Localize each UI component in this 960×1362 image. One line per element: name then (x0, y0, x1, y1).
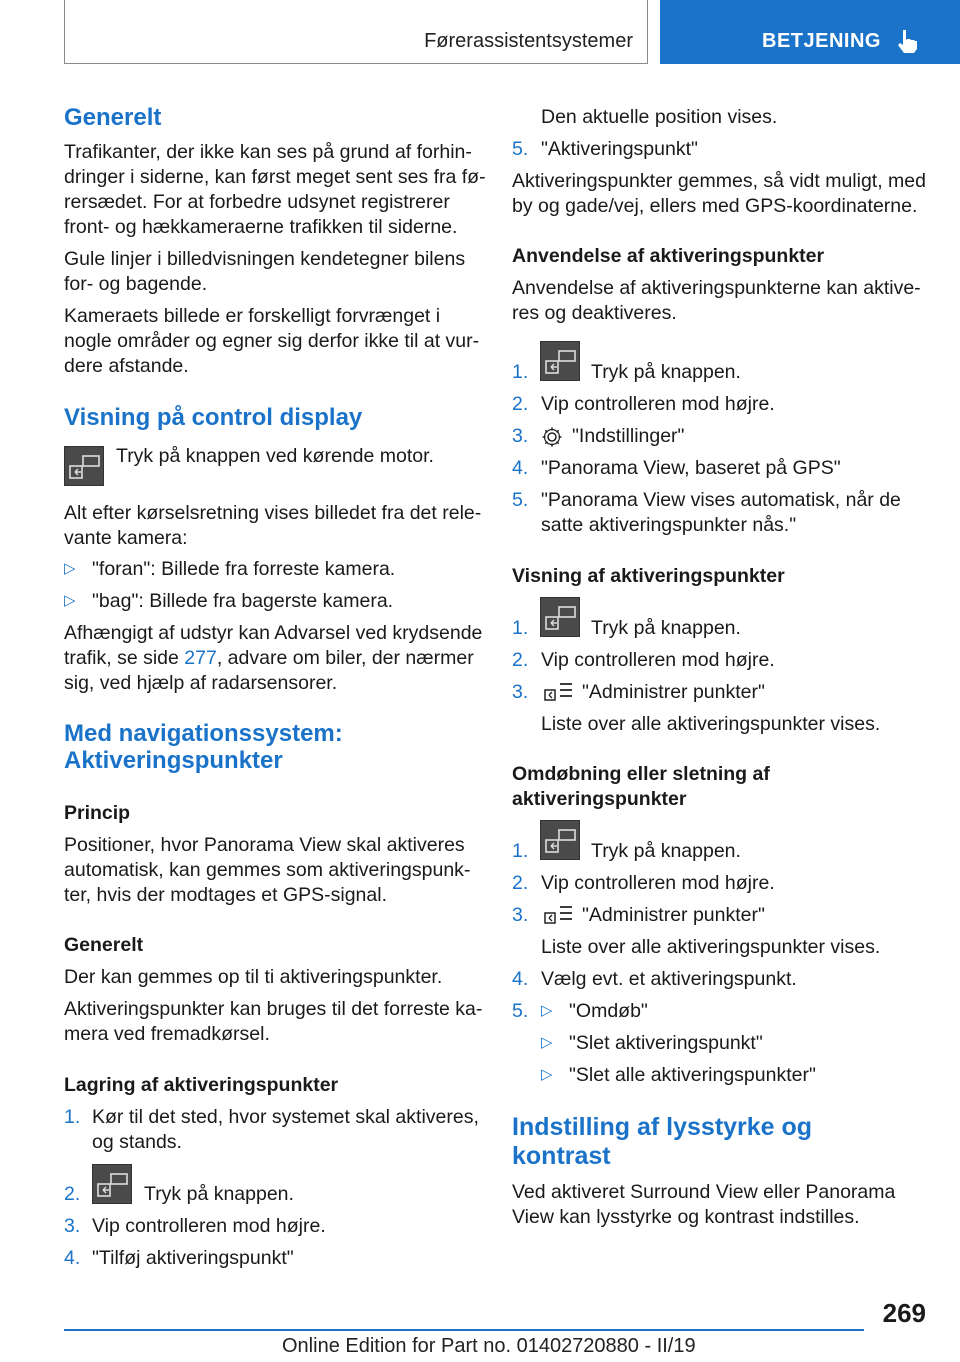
icon-instruction: Tryk på knappen ved kørende motor. (116, 445, 434, 467)
bullet-text: "foran": Billede fra forreste kamera. (92, 558, 396, 580)
bullet-triangle-icon: ▷ (64, 592, 76, 609)
manage-points-icon (544, 680, 574, 704)
heading-omdobning-line2: aktiveringspunkter (512, 788, 687, 810)
para-line: Positioner, hvor Panorama View skal aktiveres (64, 834, 465, 856)
step-text: "Administrer punkter" (582, 681, 765, 703)
step-number: 3. (512, 904, 529, 926)
step-number: 5. (512, 138, 529, 160)
step-text: "Administrer punkter" (582, 904, 765, 926)
step-text: Vip controlleren mod højre. (541, 649, 775, 671)
step-number: 1. (512, 617, 529, 639)
step-number: 2. (512, 649, 529, 671)
heading-visning: Visning på control display (64, 404, 363, 431)
step-number: 2. (64, 1183, 81, 1205)
step-note: Liste over alle aktiveringspunkter vises. (541, 936, 881, 958)
camera-button-icon (540, 597, 580, 637)
heading-omdobning-line1: Omdøbning eller sletning af (512, 763, 770, 785)
step-number: 5. (512, 1000, 529, 1022)
para-line: rersædet. For at forbedre udsynet registrerer (64, 191, 450, 213)
para-line: dere afstande. (64, 355, 189, 377)
para-line: vante kamera: (64, 527, 188, 549)
heading-nav-line1: Med navigationssystem: (64, 720, 343, 747)
step-text: Kør til det sted, hvor systemet skal aktiveres, (92, 1106, 479, 1128)
step-number: 1. (512, 361, 529, 383)
sub-bullet-text: "Slet alle aktiveringspunkter" (569, 1064, 816, 1086)
para-line: Der kan gemmes op til ti aktiveringspunkter. (64, 966, 443, 988)
step-text: Vip controlleren mod højre. (541, 393, 775, 415)
step-number: 1. (64, 1106, 81, 1128)
step-text: "Aktiveringspunkt" (541, 138, 698, 160)
step-text: "Tilføj aktiveringspunkt" (92, 1247, 294, 1269)
header-chapter-box (660, 0, 960, 64)
step-continuation: Den aktuelle position vises. (541, 106, 778, 128)
para-line: front- og hækkameraerne trafikken til siderne. (64, 216, 458, 238)
para-line: nogle områder og egner sig derfor ikke til at vur- (64, 330, 480, 352)
heading-nav-line2: Aktiveringspunkter (64, 747, 283, 774)
para-line: mera ved fremadkørsel. (64, 1023, 270, 1045)
bullet-text: "bag": Billede fra bagerste kamera. (92, 590, 394, 612)
step-text: og stands. (92, 1131, 182, 1153)
step-number: 2. (512, 393, 529, 415)
hand-pointer-icon (894, 28, 920, 54)
heading-lagring: Lagring af aktiveringspunkter (64, 1074, 339, 1096)
step-text: Tryk på knappen. (591, 617, 741, 639)
step-number: 3. (512, 681, 529, 703)
step-number: 5. (512, 489, 529, 511)
header-section-box (64, 0, 648, 64)
step-number: 1. (512, 840, 529, 862)
step-text: satte aktiveringspunkter nås." (541, 514, 797, 536)
para-line: Anvendelse af aktiveringspunkterne kan aktive- (512, 277, 921, 299)
step-text: "Panorama View, baseret på GPS" (541, 457, 841, 479)
camera-button-icon (540, 341, 580, 381)
step-number: 3. (64, 1215, 81, 1237)
footer-edition: Online Edition for Part no. 01402720880 - II/19 (282, 1335, 696, 1357)
step-text: "Panorama View vises automatisk, når de (541, 489, 901, 511)
para-line: Gule linjer i billedvisningen kendetegner bilens (64, 248, 466, 270)
step-note: Liste over alle aktiveringspunkter vises. (541, 713, 881, 735)
para-line: Aktiveringspunkter gemmes, så vidt muligt, med (512, 170, 926, 192)
step-text: "Omdøb" (569, 1000, 648, 1022)
bullet-triangle-icon: ▷ (541, 1034, 553, 1051)
heading-generelt: Generelt (64, 104, 162, 131)
heading-visning-af: Visning af aktiveringspunkter (512, 565, 785, 587)
sub-bullet-text: "Slet aktiveringspunkt" (569, 1032, 763, 1054)
step-number: 4. (512, 457, 529, 479)
para-line: sig, ved hjælp af radarsensorer. (64, 672, 338, 694)
step-number: 2. (512, 872, 529, 894)
para-line: Afhængigt af udstyr kan Advarsel ved krydsende (64, 622, 483, 644)
step-number: 3. (512, 425, 529, 447)
bullet-triangle-icon: ▷ (541, 1066, 553, 1083)
para-line: Trafikanter, der ikke kan ses på grund af forhin- (64, 141, 472, 163)
step-text: Tryk på knappen. (591, 361, 741, 383)
heading-princip: Princip (64, 802, 131, 824)
heading-generelt-2: Generelt (64, 934, 144, 956)
para-line: Aktiveringspunkter kan bruges til det forreste ka- (64, 998, 483, 1020)
header-chapter-title: BETJENING (762, 30, 881, 52)
para-text: , advare om biler, der nærmer (216, 647, 474, 669)
page-number: 269 (882, 1298, 926, 1328)
para-line: Alt efter kørselsretning vises billedet fra det rele- (64, 502, 482, 524)
heading-indstilling-line1: Indstilling af lysstyrke og (512, 1113, 813, 1141)
step-text: Vip controlleren mod højre. (541, 872, 775, 894)
para-line: View kan lysstyrke og kontrast indstilles. (512, 1206, 860, 1228)
para-text: trafik, se side (64, 647, 185, 669)
step-text: Tryk på knappen. (144, 1183, 294, 1205)
para-line: Kameraets billede er forskelligt forvrænget i (64, 305, 441, 327)
gear-icon (541, 426, 563, 448)
step-number: 4. (64, 1247, 81, 1269)
step-text: Vip controlleren mod højre. (92, 1215, 326, 1237)
bullet-triangle-icon: ▷ (541, 1002, 553, 1019)
para-line: res og deaktiveres. (512, 302, 677, 324)
page-link[interactable]: 277 (184, 647, 217, 669)
step-text: Tryk på knappen. (591, 840, 741, 862)
footer-divider (64, 1329, 864, 1331)
heading-indstilling-line2: kontrast (512, 1142, 611, 1170)
para-line: for- og bagende. (64, 273, 208, 295)
heading-anvendelse: Anvendelse af aktiveringspunkter (512, 245, 825, 267)
para-line-with-link (64, 645, 474, 671)
manage-points-icon (544, 903, 574, 927)
header-section-title: Førerassistentsystemer (424, 30, 633, 52)
camera-button-icon (540, 820, 580, 860)
para-line: ter, hvis der modtages et GPS-signal. (64, 884, 387, 906)
step-text: "Indstillinger" (572, 425, 685, 447)
para-line: Ved aktiveret Surround View eller Panorama (512, 1181, 896, 1203)
step-number: 4. (512, 968, 529, 990)
camera-button-icon (64, 446, 104, 486)
camera-button-icon (92, 1164, 132, 1204)
para-line: automatisk, kan gemmes som aktiveringspunk- (64, 859, 471, 881)
para-line: by og gade/vej, ellers med GPS-koordinaterne. (512, 195, 918, 217)
bullet-triangle-icon: ▷ (64, 560, 76, 577)
para-line: dringer i siderne, kan først meget sent ses fra fø- (64, 166, 486, 188)
step-text: Vælg evt. et aktiveringspunkt. (541, 968, 797, 990)
